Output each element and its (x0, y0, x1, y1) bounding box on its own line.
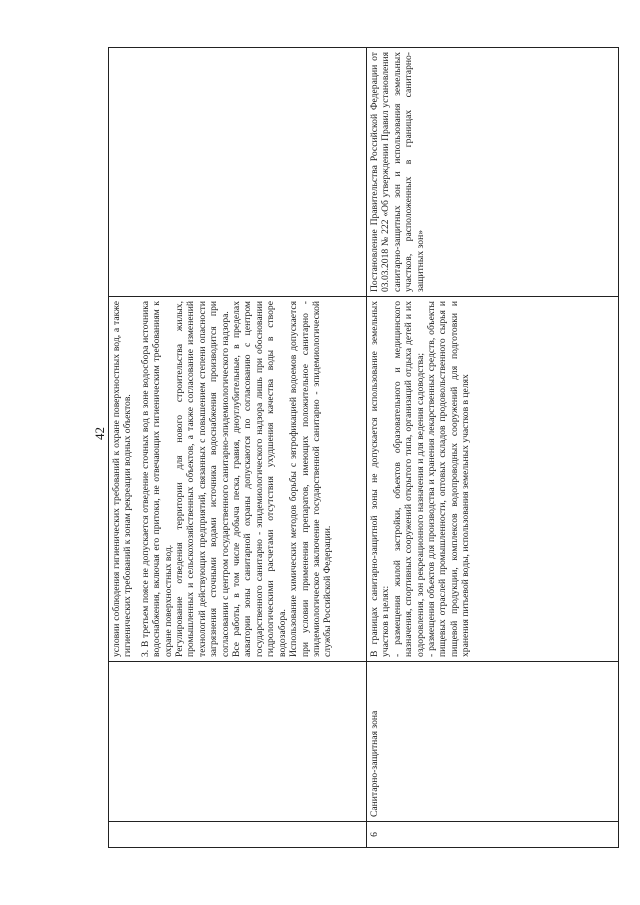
table-row (109, 48, 367, 848)
table-row (367, 48, 619, 848)
requirement-paragraph: условии соблюдения гигиенических требований к охране поверхностных вод, а также гигиенических требований к зонам рекреации водных объектов. (111, 301, 134, 657)
requirement-paragraph: Регулирование отведения территории для нового строительства жилых, промышленных и сельскохозяйственных объектов, а также согласование изменений технологий действующих предприятий, связанных с повышением степени опасности загрязнения сточными водами источника водоснабжения производится при согласовании с центром государственного санитарно-эпидемиологического надзора. (174, 301, 231, 657)
rotated-page-content (108, 48, 618, 848)
requirements-cell (109, 297, 367, 662)
requirement-paragraph: - размещения объектов для производства и хранения лекарственных средств, объекты пищевых отраслей промышленности, оптовых складов продовольственного сырья и пищевой продукции, комплексов водопроводных сооружений для подготовки и хранения питьевой воды, использования земельных участков в целях (426, 301, 472, 657)
requirements-cell (367, 297, 619, 662)
requirement-paragraph: В границах санитарно-защитной зоны не допускается использование земельных участков в целях: (369, 301, 392, 657)
zone-name-cell: Санитарно-защитная зона (367, 662, 619, 822)
page-number: 42 (92, 427, 107, 440)
document-cell: Постановление Правительства Российской Федерации от 03.03.2018 № 222 «Об утверждении Правил установления санитарно-защитных зон и использования земельных участков, расположенных в границах санитарно-защитных зон» (367, 48, 619, 297)
zone-name-cell (109, 662, 367, 822)
requirement-paragraph: - размещения жилой застройки, объектов образовательного и медицинского назначения, спортивных сооружений открытого типа, организаций отдыха детей и их оздоровления, зон рекреационного назначения и для ведения садоводства; (391, 301, 426, 657)
requirement-paragraph: Использование химических методов борьбы с эвтрофикацией водоемов допускается при условии применения препаратов, имеющих положительное санитарно - эпидемиологическое заключение государственной санитарно - эпидемиологической службы Российской Федерации. (288, 301, 334, 657)
requirement-paragraph: Все работы, в том числе добыча песка, гравия, дноуглубительные, в пределах акватории зоны санитарной охраны допускаются по согласованию с центром государственного санитарно - эпидемиологического надзора лишь при обосновании гидрологическими расчетами отсутствия ухудшения качества воды в створе водозабора. (231, 301, 288, 657)
zones-table (108, 47, 619, 848)
row-number-cell: 6 (367, 822, 619, 848)
row-number-cell (109, 822, 367, 848)
document-cell (109, 48, 367, 297)
requirement-paragraph: 3. В третьем поясе не допускается отведение сточных вод в зоне водосбора источника водоснабжения, включая его притоки, не отвечающих гигиеническим требованиям к охране поверхностных вод. (139, 301, 174, 657)
